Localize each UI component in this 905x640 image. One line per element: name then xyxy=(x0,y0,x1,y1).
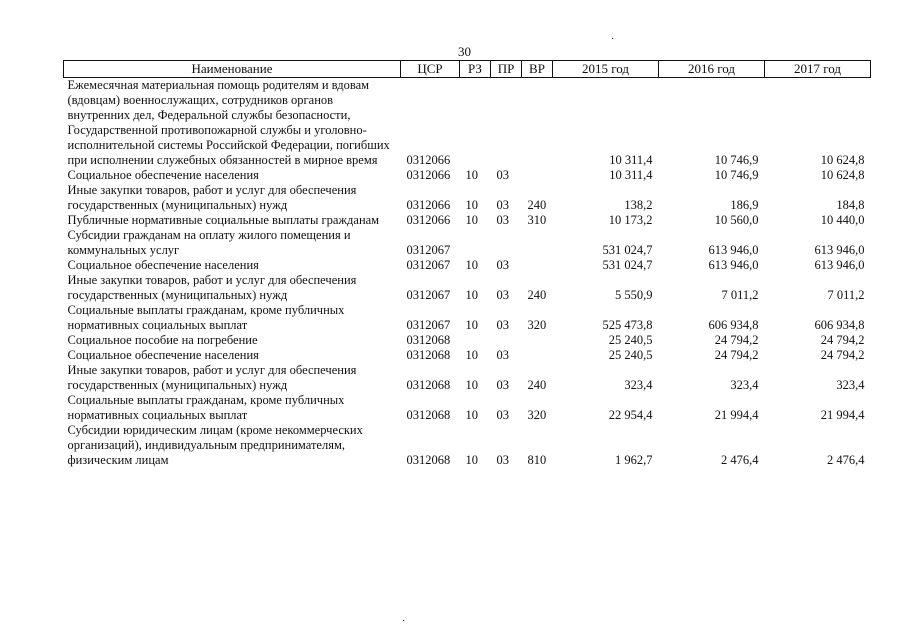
row-rz: 10 xyxy=(465,213,478,227)
row-vr xyxy=(522,228,553,258)
row-csr: 0312067 xyxy=(406,243,451,257)
table-row xyxy=(64,363,871,393)
table-row xyxy=(64,78,871,169)
row-value-2017: 323,4 xyxy=(836,378,865,392)
row-name: Публичные нормативные социальные выплаты гражданам xyxy=(67,213,380,227)
row-vr: 320 xyxy=(527,408,547,422)
row-pr: 03 xyxy=(496,213,509,227)
row-rz: 10 xyxy=(465,288,478,302)
table-row xyxy=(64,348,871,363)
row-pr: 03 xyxy=(496,378,509,392)
row-name: Иные закупки товаров, работ и услуг для обеспечения государственных (муниципальных) нужд xyxy=(67,363,357,392)
row-value-2016: 10 746,9 xyxy=(714,153,759,167)
row-pr: 03 xyxy=(496,408,509,422)
header-rz: РЗ xyxy=(460,61,491,78)
row-value-2017: 613 946,0 xyxy=(814,243,865,257)
row-value-2016: 606 934,8 xyxy=(708,318,759,332)
table-row xyxy=(64,228,871,258)
row-rz: 10 xyxy=(465,198,478,212)
row-pr xyxy=(491,228,522,258)
row-value-2015: 22 954,4 xyxy=(608,408,653,422)
table-row xyxy=(64,168,871,183)
row-value-2016: 21 994,4 xyxy=(714,408,759,422)
row-value-2016: 24 794,2 xyxy=(714,348,759,362)
table-row xyxy=(64,258,871,273)
header-2017: 2017 год xyxy=(765,61,871,78)
row-csr: 0312067 xyxy=(406,258,451,272)
row-pr xyxy=(491,333,522,348)
table-row xyxy=(64,333,871,348)
row-pr: 03 xyxy=(496,453,509,467)
row-csr: 0312066 xyxy=(406,198,451,212)
row-rz: 10 xyxy=(465,168,478,182)
row-value-2015: 10 311,4 xyxy=(609,153,653,167)
row-value-2017: 184,8 xyxy=(836,198,865,212)
table-row xyxy=(64,393,871,423)
row-value-2016: 613 946,0 xyxy=(708,258,759,272)
table-row xyxy=(64,273,871,303)
row-value-2016: 24 794,2 xyxy=(714,333,759,347)
row-value-2015: 1 962,7 xyxy=(615,453,653,467)
page-number: 30 xyxy=(458,44,471,59)
row-vr: 240 xyxy=(527,288,547,302)
row-value-2015: 531 024,7 xyxy=(602,243,653,257)
row-name: Иные закупки товаров, работ и услуг для обеспечения государственных (муниципальных) нужд xyxy=(67,183,357,212)
scan-mark-top: · xyxy=(611,34,615,45)
row-value-2015: 323,4 xyxy=(624,378,653,392)
row-rz: 10 xyxy=(465,318,478,332)
row-value-2017: 10 440,0 xyxy=(820,213,865,227)
row-rz: 10 xyxy=(465,378,478,392)
row-vr: 240 xyxy=(527,198,547,212)
row-csr: 0312068 xyxy=(406,348,451,362)
row-name: Субсидии юридическим лицам (кроме некоммерческих организаций), индивидуальным предпринимателям, физическим лицам xyxy=(67,423,363,467)
row-value-2016: 613 946,0 xyxy=(708,243,759,257)
row-value-2017: 24 794,2 xyxy=(820,333,865,347)
row-vr: 810 xyxy=(527,453,547,467)
row-value-2015: 138,2 xyxy=(624,198,653,212)
row-value-2017: 10 624,8 xyxy=(820,153,865,167)
table-row xyxy=(64,183,871,213)
table-row xyxy=(64,303,871,333)
row-rz xyxy=(460,228,491,258)
row-value-2017: 21 994,4 xyxy=(820,408,865,422)
row-rz: 10 xyxy=(465,408,478,422)
row-value-2017: 606 934,8 xyxy=(814,318,865,332)
row-rz: 10 xyxy=(465,348,478,362)
row-value-2017: 613 946,0 xyxy=(814,258,865,272)
row-value-2017: 10 624,8 xyxy=(820,168,865,182)
row-rz: 10 xyxy=(465,258,478,272)
row-rz xyxy=(460,333,491,348)
row-value-2016: 10 560,0 xyxy=(714,213,759,227)
row-csr: 0312066 xyxy=(406,213,451,227)
row-pr: 03 xyxy=(496,348,509,362)
header-vr: ВР xyxy=(522,61,553,78)
row-pr: 03 xyxy=(496,258,509,272)
row-value-2015: 525 473,8 xyxy=(602,318,653,332)
header-csr: ЦСР xyxy=(401,61,460,78)
scan-mark-bottom: · xyxy=(402,616,406,627)
header-2016: 2016 год xyxy=(659,61,765,78)
row-csr: 0312066 xyxy=(406,153,451,167)
row-name: Субсидии гражданам на оплату жилого помещения и коммунальных услуг xyxy=(67,228,351,257)
row-value-2016: 186,9 xyxy=(730,198,759,212)
row-vr: 320 xyxy=(527,318,547,332)
row-vr: 310 xyxy=(527,213,547,227)
header-pr: ПР xyxy=(491,61,522,78)
row-pr xyxy=(491,78,522,169)
row-vr xyxy=(522,333,553,348)
row-value-2017: 2 476,4 xyxy=(827,453,865,467)
row-name: Социальное обеспечение населения xyxy=(67,258,259,272)
row-csr: 0312066 xyxy=(406,168,451,182)
table-row xyxy=(64,213,871,228)
row-name: Ежемесячная материальная помощь родителям и вдовам (вдовцам) военнослужащих, сотрудников органов внутренних дел, Федеральной службы безопасности, Государственной противопожарной службы и уголовно-исполнительной системы Российской Федерации, погибших при исполнении служебных обязанностей в мирное время xyxy=(67,78,390,167)
row-value-2015: 25 240,5 xyxy=(608,333,653,347)
row-rz xyxy=(460,78,491,169)
row-value-2016: 2 476,4 xyxy=(721,453,759,467)
row-name: Социальное обеспечение населения xyxy=(67,168,259,182)
row-pr: 03 xyxy=(496,198,509,212)
row-csr: 0312067 xyxy=(406,318,451,332)
row-rz: 10 xyxy=(465,453,478,467)
row-csr: 0312068 xyxy=(406,333,451,347)
row-csr: 0312068 xyxy=(406,408,451,422)
row-value-2015: 10 173,2 xyxy=(608,213,653,227)
header-2015: 2015 год xyxy=(553,61,659,78)
row-name: Социальное обеспечение населения xyxy=(67,348,259,362)
budget-table xyxy=(63,60,871,468)
row-value-2015: 5 550,9 xyxy=(615,288,653,302)
row-vr xyxy=(522,168,553,183)
row-csr: 0312067 xyxy=(406,288,451,302)
row-name: Иные закупки товаров, работ и услуг для обеспечения государственных (муниципальных) нужд xyxy=(67,273,357,302)
table-body xyxy=(64,78,871,469)
row-value-2016: 323,4 xyxy=(730,378,759,392)
row-name: Социальные выплаты гражданам, кроме публичных нормативных социальных выплат xyxy=(67,303,345,332)
row-value-2016: 10 746,9 xyxy=(714,168,759,182)
row-value-2017: 7 011,2 xyxy=(827,288,865,302)
header-name: Наименование xyxy=(64,61,401,78)
table-row xyxy=(64,423,871,468)
row-value-2017: 24 794,2 xyxy=(820,348,865,362)
table-header-row xyxy=(64,61,871,78)
row-pr: 03 xyxy=(496,318,509,332)
row-value-2015: 10 311,4 xyxy=(609,168,653,182)
row-csr: 0312068 xyxy=(406,378,451,392)
row-csr: 0312068 xyxy=(406,453,451,467)
row-name: Социальные выплаты гражданам, кроме публичных нормативных социальных выплат xyxy=(67,393,345,422)
row-vr xyxy=(522,258,553,273)
row-vr xyxy=(522,78,553,169)
row-pr: 03 xyxy=(496,168,509,182)
row-vr xyxy=(522,348,553,363)
row-value-2015: 531 024,7 xyxy=(602,258,653,272)
row-name: Социальное пособие на погребение xyxy=(67,333,258,347)
row-vr: 240 xyxy=(527,378,547,392)
row-value-2015: 25 240,5 xyxy=(608,348,653,362)
row-value-2016: 7 011,2 xyxy=(721,288,759,302)
row-pr: 03 xyxy=(496,288,509,302)
